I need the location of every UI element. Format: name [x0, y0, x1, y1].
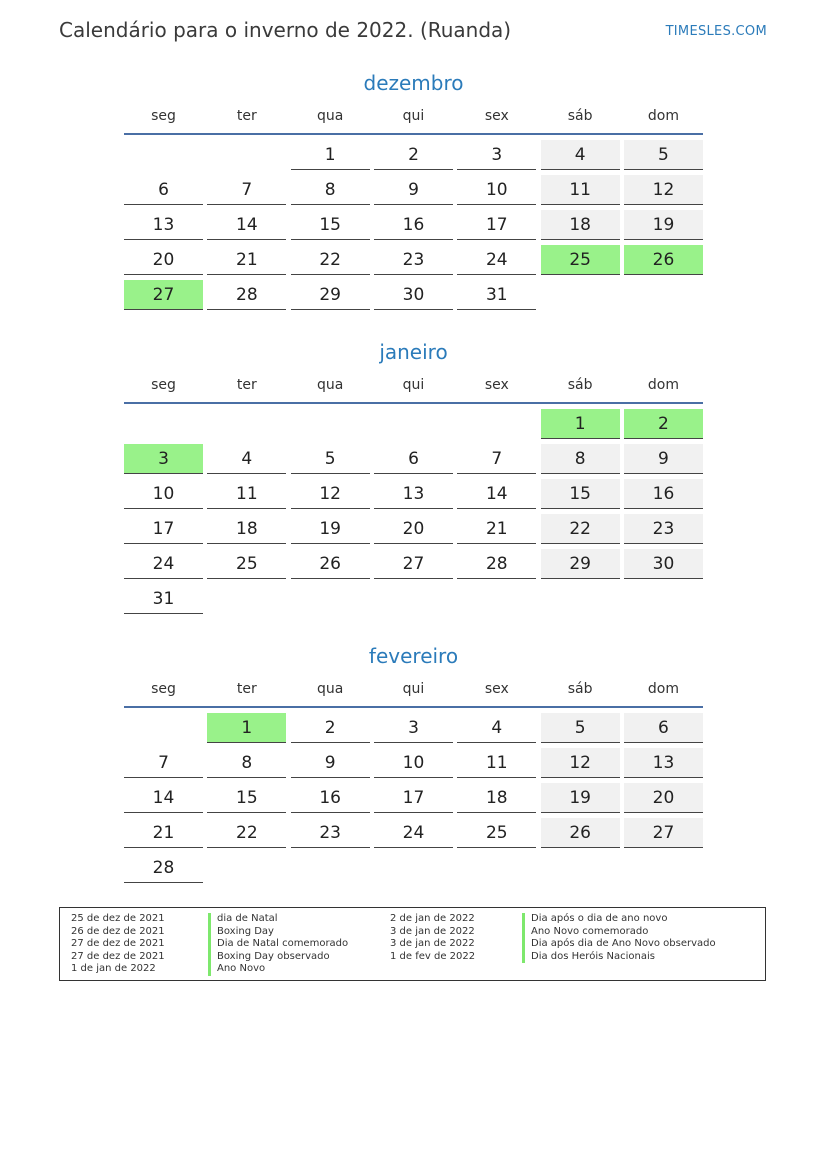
day-cell: 22 — [207, 818, 286, 848]
month-title: fevereiro — [368, 644, 459, 668]
day-cell: 16 — [374, 210, 453, 240]
brand-link[interactable]: TIMESLES.COM — [665, 24, 767, 39]
day-cell: 11 — [541, 175, 620, 205]
month-calendar-janeiro — [124, 338, 703, 614]
day-cell: 31 — [457, 280, 536, 310]
day-cell: 10 — [124, 479, 203, 509]
day-cell: 26 — [541, 818, 620, 848]
holiday-day-cell: 1 — [207, 713, 286, 743]
day-cell: 24 — [457, 245, 536, 275]
day-cell: 24 — [374, 818, 453, 848]
legend-date: 27 de dez de 2021 — [71, 938, 165, 949]
day-cell: 6 — [374, 444, 453, 474]
day-cell: 8 — [291, 175, 370, 205]
day-cell: 28 — [207, 280, 286, 310]
holiday-day-cell: 27 — [124, 280, 203, 310]
weekday-label: dom — [647, 108, 680, 124]
month-calendar-fevereiro — [124, 642, 703, 883]
day-cell: 15 — [541, 479, 620, 509]
empty-cell — [457, 409, 536, 438]
weekday-label: sex — [484, 377, 509, 393]
holiday-day-cell: 25 — [541, 245, 620, 275]
day-cell: 13 — [624, 748, 703, 778]
weekday-label: sáb — [567, 377, 593, 393]
legend-date: 1 de fev de 2022 — [390, 950, 476, 962]
weekday-label: qua — [316, 377, 344, 393]
empty-cell — [207, 409, 286, 438]
day-cell: 25 — [207, 549, 286, 579]
legend-left-names — [208, 913, 348, 976]
holiday-legend — [59, 907, 766, 981]
day-cell: 6 — [624, 713, 703, 743]
empty-cell — [124, 140, 203, 169]
day-cell: 4 — [541, 140, 620, 170]
weekday-label: qui — [402, 377, 425, 393]
weekday-label: dom — [647, 377, 680, 393]
day-cell: 17 — [457, 210, 536, 240]
day-cell: 15 — [207, 783, 286, 813]
empty-cell — [374, 409, 453, 438]
day-cell: 21 — [124, 818, 203, 848]
day-cell: 19 — [291, 514, 370, 544]
day-cell: 7 — [124, 748, 203, 778]
legend-date: 26 de dez de 2021 — [71, 925, 165, 937]
legend-right-names — [522, 913, 716, 963]
day-cell: 10 — [374, 748, 453, 778]
day-cell: 1 — [291, 140, 370, 170]
weekday-label: sáb — [567, 108, 593, 124]
weekday-label: sex — [484, 108, 509, 124]
day-grid — [124, 713, 703, 883]
day-grid — [124, 140, 703, 310]
day-cell: 21 — [207, 245, 286, 275]
day-cell: 21 — [457, 514, 536, 544]
legend-holiday-name: Dia dos Heróis Nacionais — [522, 951, 716, 964]
day-cell: 28 — [457, 549, 536, 579]
legend-holiday-name: Dia após dia de Ano Novo observado — [522, 938, 716, 951]
legend-holiday-name: Dia de Natal comemorado — [208, 938, 348, 951]
day-cell: 12 — [291, 479, 370, 509]
day-cell: 20 — [624, 783, 703, 813]
day-cell: 9 — [624, 444, 703, 474]
day-cell: 23 — [291, 818, 370, 848]
day-cell: 31 — [124, 584, 203, 614]
holiday-day-cell: 26 — [624, 245, 703, 275]
day-cell: 3 — [374, 713, 453, 743]
legend-date: 1 de jan de 2022 — [71, 963, 156, 974]
month-calendar-dezembro — [124, 69, 703, 310]
day-cell: 20 — [124, 245, 203, 275]
day-cell: 14 — [207, 210, 286, 240]
empty-cell — [207, 140, 286, 169]
legend-date: 27 de dez de 2021 — [71, 950, 165, 962]
day-cell: 18 — [207, 514, 286, 544]
weekday-label: seg — [151, 681, 176, 697]
empty-cell — [124, 713, 203, 742]
day-grid — [124, 409, 703, 614]
holiday-day-cell: 3 — [124, 444, 203, 474]
weekday-label: qua — [316, 108, 344, 124]
day-cell: 5 — [624, 140, 703, 170]
weekday-label: ter — [236, 681, 257, 697]
weekday-header — [124, 678, 703, 708]
weekday-header — [124, 105, 703, 135]
legend-holiday-name: Boxing Day — [208, 926, 348, 939]
day-cell: 22 — [541, 514, 620, 544]
day-cell: 17 — [374, 783, 453, 813]
weekday-header — [124, 374, 703, 404]
day-cell: 8 — [207, 748, 286, 778]
legend-holiday-name: Boxing Day observado — [208, 951, 348, 964]
day-cell: 30 — [374, 280, 453, 310]
weekday-label: ter — [236, 108, 257, 124]
day-cell: 19 — [541, 783, 620, 813]
day-cell: 5 — [291, 444, 370, 474]
weekday-label: sáb — [567, 681, 593, 697]
day-cell: 7 — [207, 175, 286, 205]
legend-left-dates — [71, 913, 165, 976]
day-cell: 29 — [541, 549, 620, 579]
day-cell: 20 — [374, 514, 453, 544]
day-cell: 9 — [374, 175, 453, 205]
weekday-label: qui — [402, 681, 425, 697]
day-cell: 23 — [374, 245, 453, 275]
day-cell: 30 — [624, 549, 703, 579]
page-title: Calendário para o inverno de 2022. (Ruanda) — [59, 18, 512, 42]
day-cell: 10 — [457, 175, 536, 205]
legend-holiday-name: Ano Novo comemorado — [522, 926, 716, 939]
month-title: dezembro — [363, 71, 464, 95]
day-cell: 9 — [291, 748, 370, 778]
day-cell: 14 — [457, 479, 536, 509]
day-cell: 24 — [124, 549, 203, 579]
legend-date: 3 de jan de 2022 — [390, 938, 475, 949]
day-cell: 25 — [457, 818, 536, 848]
month-title: janeiro — [379, 340, 448, 364]
day-cell: 2 — [374, 140, 453, 170]
legend-holiday-name: Ano Novo — [208, 963, 348, 976]
weekday-label: seg — [151, 377, 176, 393]
day-cell: 6 — [124, 175, 203, 205]
day-cell: 13 — [124, 210, 203, 240]
weekday-label: dom — [647, 681, 680, 697]
day-cell: 4 — [457, 713, 536, 743]
day-cell: 22 — [291, 245, 370, 275]
weekday-label: qua — [316, 681, 344, 697]
holiday-day-cell: 2 — [624, 409, 703, 439]
day-cell: 16 — [291, 783, 370, 813]
day-cell: 2 — [291, 713, 370, 743]
weekday-label: seg — [151, 108, 176, 124]
day-cell: 23 — [624, 514, 703, 544]
legend-date: 25 de dez de 2021 — [71, 913, 165, 924]
day-cell: 5 — [541, 713, 620, 743]
day-cell: 17 — [124, 514, 203, 544]
day-cell: 27 — [624, 818, 703, 848]
day-cell: 4 — [207, 444, 286, 474]
day-cell: 14 — [124, 783, 203, 813]
legend-holiday-name: Dia após o dia de ano novo — [522, 913, 716, 926]
weekday-label: qui — [402, 108, 425, 124]
day-cell: 8 — [541, 444, 620, 474]
holiday-day-cell: 1 — [541, 409, 620, 439]
day-cell: 16 — [624, 479, 703, 509]
day-cell: 3 — [457, 140, 536, 170]
day-cell: 11 — [457, 748, 536, 778]
day-cell: 7 — [457, 444, 536, 474]
legend-date: 2 de jan de 2022 — [390, 913, 475, 924]
empty-cell — [124, 409, 203, 438]
legend-holiday-name: dia de Natal — [208, 913, 348, 926]
day-cell: 12 — [541, 748, 620, 778]
day-cell: 26 — [291, 549, 370, 579]
legend-date: 3 de jan de 2022 — [390, 925, 475, 937]
day-cell: 15 — [291, 210, 370, 240]
weekday-label: sex — [484, 681, 509, 697]
day-cell: 11 — [207, 479, 286, 509]
day-cell: 29 — [291, 280, 370, 310]
day-cell: 12 — [624, 175, 703, 205]
day-cell: 18 — [457, 783, 536, 813]
day-cell: 19 — [624, 210, 703, 240]
weekday-label: ter — [236, 377, 257, 393]
empty-cell — [291, 409, 370, 438]
day-cell: 28 — [124, 853, 203, 883]
legend-right-dates — [390, 913, 475, 963]
day-cell: 13 — [374, 479, 453, 509]
day-cell: 27 — [374, 549, 453, 579]
day-cell: 18 — [541, 210, 620, 240]
